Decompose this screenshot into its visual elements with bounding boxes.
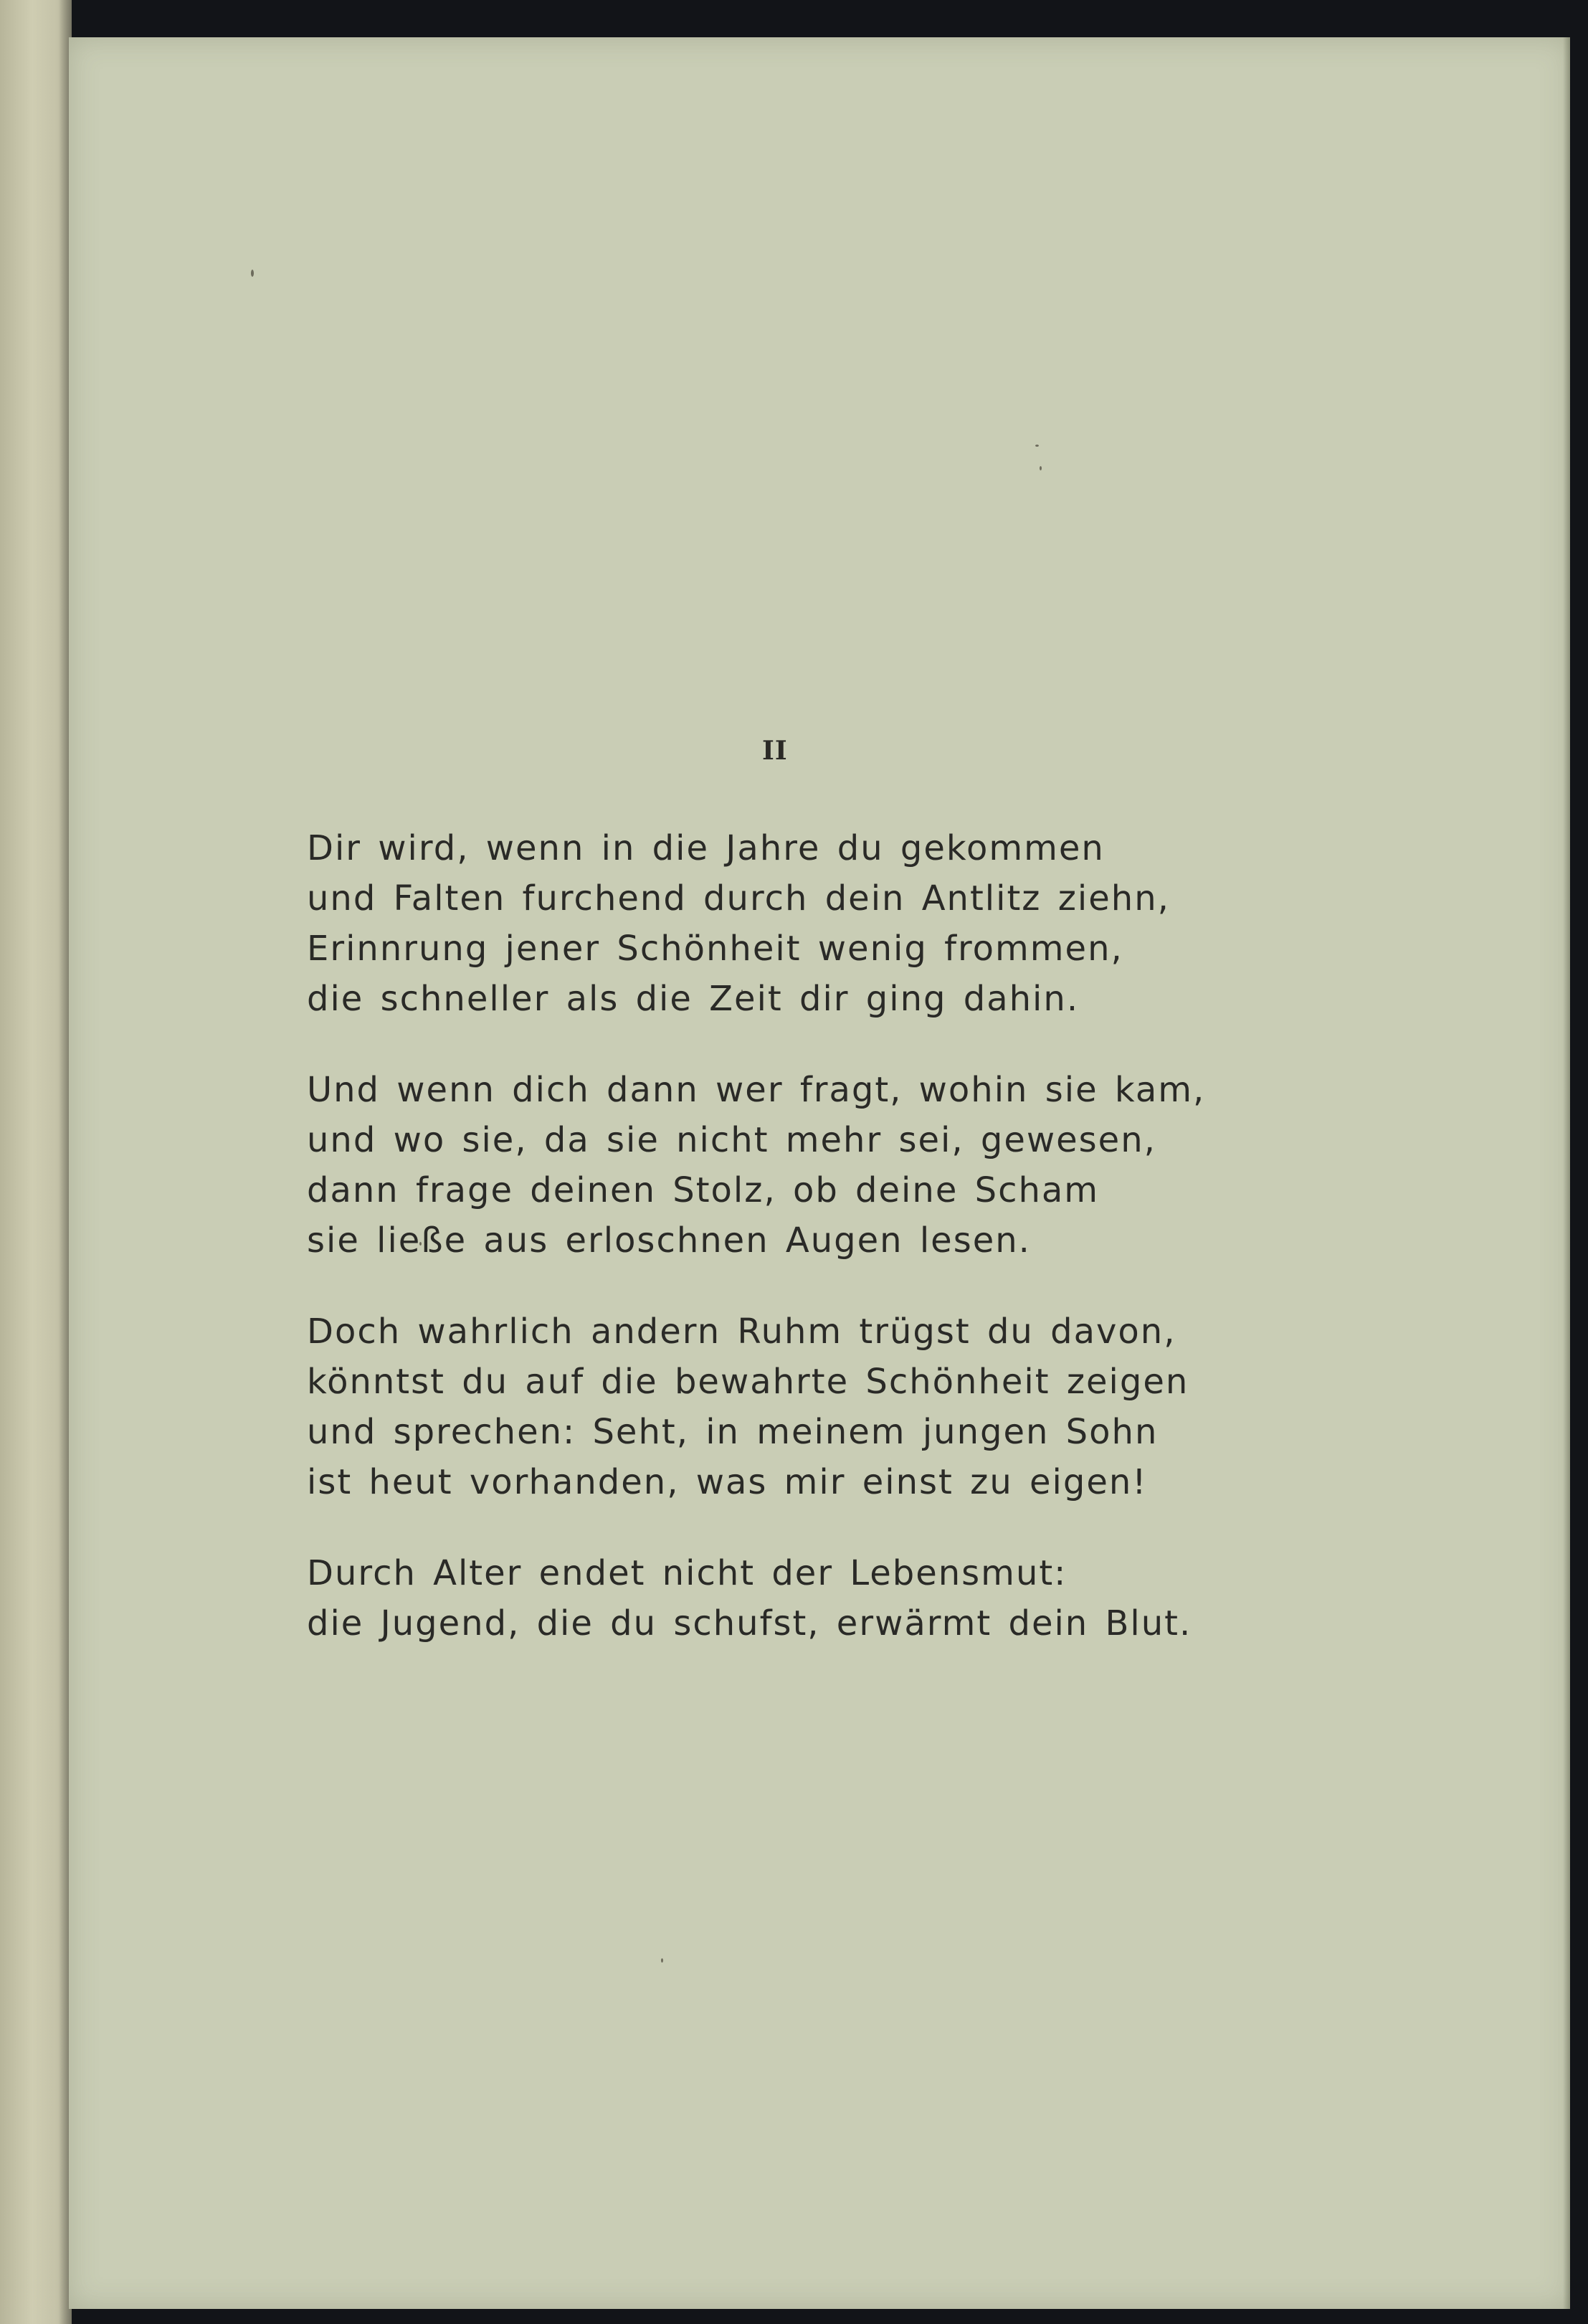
poem-line: Und wenn dich dann wer fragt, wohin sie kam, xyxy=(307,1070,1206,1110)
poem-line: und sprechen: Seht, in meinem jungen Sohn xyxy=(307,1412,1159,1452)
poem-line: Durch Alter endet nicht der Lebensmut: xyxy=(307,1553,1068,1593)
poem-line: Doch wahrlich andern Ruhm trügst du davon, xyxy=(307,1312,1176,1352)
stanza xyxy=(307,1306,1239,1507)
paper-speck xyxy=(1040,466,1042,470)
poem-body xyxy=(307,823,1239,1689)
poem-line: Dir wird, wenn in die Jahre du gekommen xyxy=(307,828,1105,868)
section-numeral: II xyxy=(762,736,788,766)
paper-speck xyxy=(661,1958,663,1963)
page-right-edge xyxy=(1563,37,1570,2309)
paper-speck xyxy=(251,270,254,277)
poem-line: und wo sie, da sie nicht mehr sei, gewesen, xyxy=(307,1120,1156,1160)
poem-line: und Falten furchend durch dein Antlitz ziehn, xyxy=(307,878,1170,919)
poem-line: ist heut vorhanden, was mir einst zu eigen! xyxy=(307,1462,1148,1502)
poem-line: sie ließe aus erloschnen Augen lesen. xyxy=(307,1220,1031,1261)
poem-line: Erinnrung jener Schönheit wenig frommen, xyxy=(307,929,1123,969)
poem-line: dann frage deinen Stolz, ob deine Scham xyxy=(307,1170,1100,1210)
stanza xyxy=(307,1065,1239,1266)
poem-line: könntst du auf die bewahrte Schönheit zeigen xyxy=(307,1362,1189,1402)
stanza xyxy=(307,823,1239,1024)
stanza xyxy=(307,1548,1239,1649)
paper-speck xyxy=(1035,445,1039,447)
poem-line: die schneller als die Zeit dir ging dahin. xyxy=(307,979,1080,1019)
poem-line: die Jugend, die du schufst, erwärmt dein Blut. xyxy=(307,1603,1192,1644)
